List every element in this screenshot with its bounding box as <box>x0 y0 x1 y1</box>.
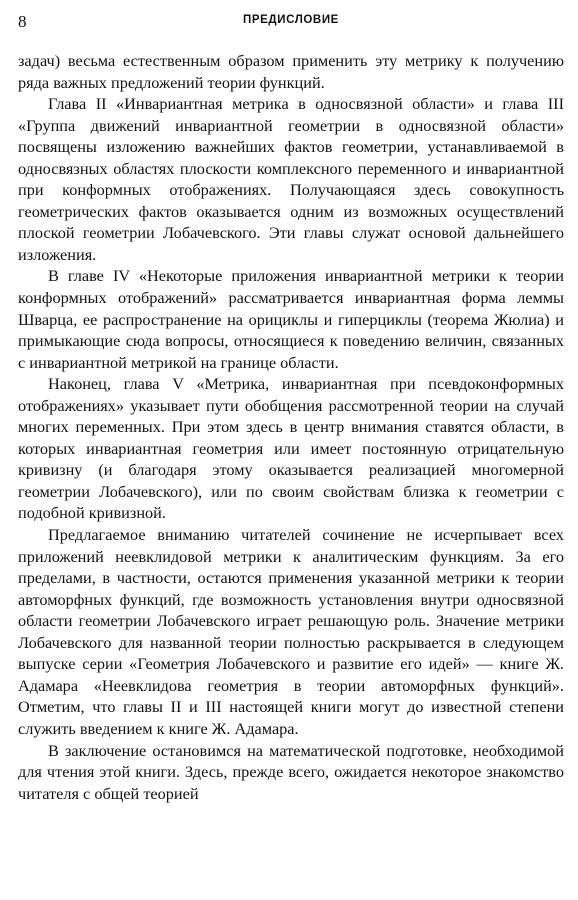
page-number: 8 <box>18 12 27 31</box>
paragraph: задач) весьма естественным образом применить эту метрику к получению ряда важных предложений теории функций. <box>18 51 564 92</box>
paragraph: Предлагаемое вниманию читателей сочинение не исчерпывает всех приложений неевклидовой метрики к аналитическим функциям. За его пределами, в частности, остаются применения указанной метрики к теории автоморфных функций, где возможность установления внутри односвязной области геометрии Лобачевского играет решающую роль. Значение метрики Лобачевского для названной теории полностью раскрывается в следующем выпуске серии «Геометрия Лобачевского и развитие его идей» — книге Ж. Адамара «Неевклидова геометрия в теории автоморфных функций». Отметим, что главы II и III настоящей книги могут до известной степени служить введением к книге Ж. Адамара. <box>18 525 564 738</box>
paragraph: Наконец, глава V «Метрика, инвариантная при псевдоконформных отображениях» указывает пути обобщения рассмотренной теории на случай многих переменных. При этом здесь в центр внимания ставятся области, в которых инвариантная геометрия или имеет постоянную отрицательную кривизну (и благодаря этому оказывается реализацией многомерной геометрии Лобачевского), или по своим свойствам близка к геометрии с подобной кривизной. <box>18 374 564 523</box>
book-page <box>18 12 564 804</box>
paragraph: Глава II «Инвариантная метрика в односвязной области» и глава III «Группа движений инвариантной геометрии в односвязной области» посвящены изложению важнейших фактов геометрии, устанавливаемой в односвязных областях плоскости комплексного переменного и инвариантной при конформных отображениях. Получающаяся здесь совокупность геометрических фактов оказывается одним из возможных осуществлений плоской геометрии Лобачевского. Эти главы служат основой дальнейшего изложения. <box>18 94 564 264</box>
body-text <box>18 50 564 804</box>
paragraph: В главе IV «Некоторые приложения инвариантной метрики к теории конформных отображений» рассматривается инвариантная форма леммы Шварца, ее распространение на орициклы и гиперциклы (теорема Жюлиа) и примыкающие сюда вопросы, относящиеся к поведению величин, связанных с инвариантной метрикой на границе области. <box>18 266 564 372</box>
paragraph: В заключение остановимся на математической подготовке, необходимой для чтения этой книги. Здесь, прежде всего, ожидается некоторое знакомство читателя с общей теорией <box>18 740 564 803</box>
page-header <box>18 12 564 38</box>
running-head: ПРЕДИСЛОВИЕ <box>243 14 339 26</box>
